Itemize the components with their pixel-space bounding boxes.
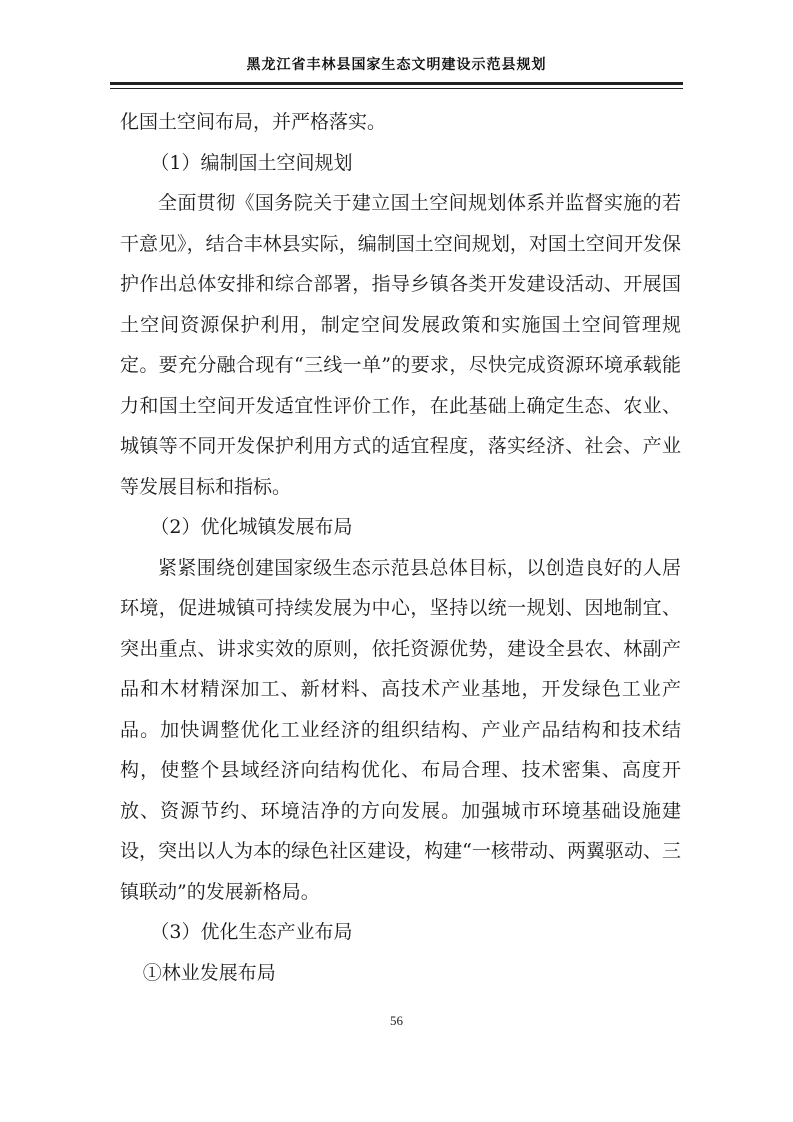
section-heading-3: （3）优化生态产业布局 [150,921,353,943]
header-rule-thick [110,82,683,85]
paragraph-2: 紧紧围绕创建国家级生态示范县总体目标，以创造良好的人居环境，促进城镇可持续发展为中心，坚持以统一规划、因地制宜、突出重点、讲求实效的原则，依托资源优势，建设全县农、林副产品和木材精深加工、新材料、高技术产业基地，开发绿色工业产品。加快调整优化工业经济的组织结构、产业产品结构和技术结构，使整个县域经济向结构优化、布局合理、技术密集、高度开放、资源节约、环境洁净的方向发展。加强城市环境基础设施建设，突出以人为本的绿色社区建设，构建“一核带动、两翼驱动、三镇联动”的发展新格局。 [120,556,681,903]
section-heading-2: （2）优化城镇发展布局 [150,516,353,538]
page-number: 56 [390,1013,403,1028]
header-rule-thin [110,88,683,89]
paragraph-continued: 化国土空间布局，并严格落实。 [120,111,387,133]
running-header: 黑龙江省丰林县国家生态文明建设示范县规划 [246,57,547,73]
subsection-heading: ①林业发展布局 [142,961,276,984]
section-heading-1: （1）编制国土空间规划 [150,151,353,174]
paragraph-1: 全面贯彻《国务院关于建立国土空间规划体系并监督实施的若干意见》，结合丰林县实际，编制国土空间规划，对国土空间开发保护作出总体安排和综合部署，指导乡镇各类开发建设活动、开展国土空间资源保护利用，制定空间发展政策和实施国土空间管理规定。要充分融合现有“三线一单”的要求，尽快完成资源环境承载能力和国土空间开发适宜性评价工作，在此基础上确定生态、农业、城镇等不同开发保护利用方式的适宜程度，落实经济、社会、产业等发展目标和指标。 [120,192,681,498]
page-body [120,102,681,993]
